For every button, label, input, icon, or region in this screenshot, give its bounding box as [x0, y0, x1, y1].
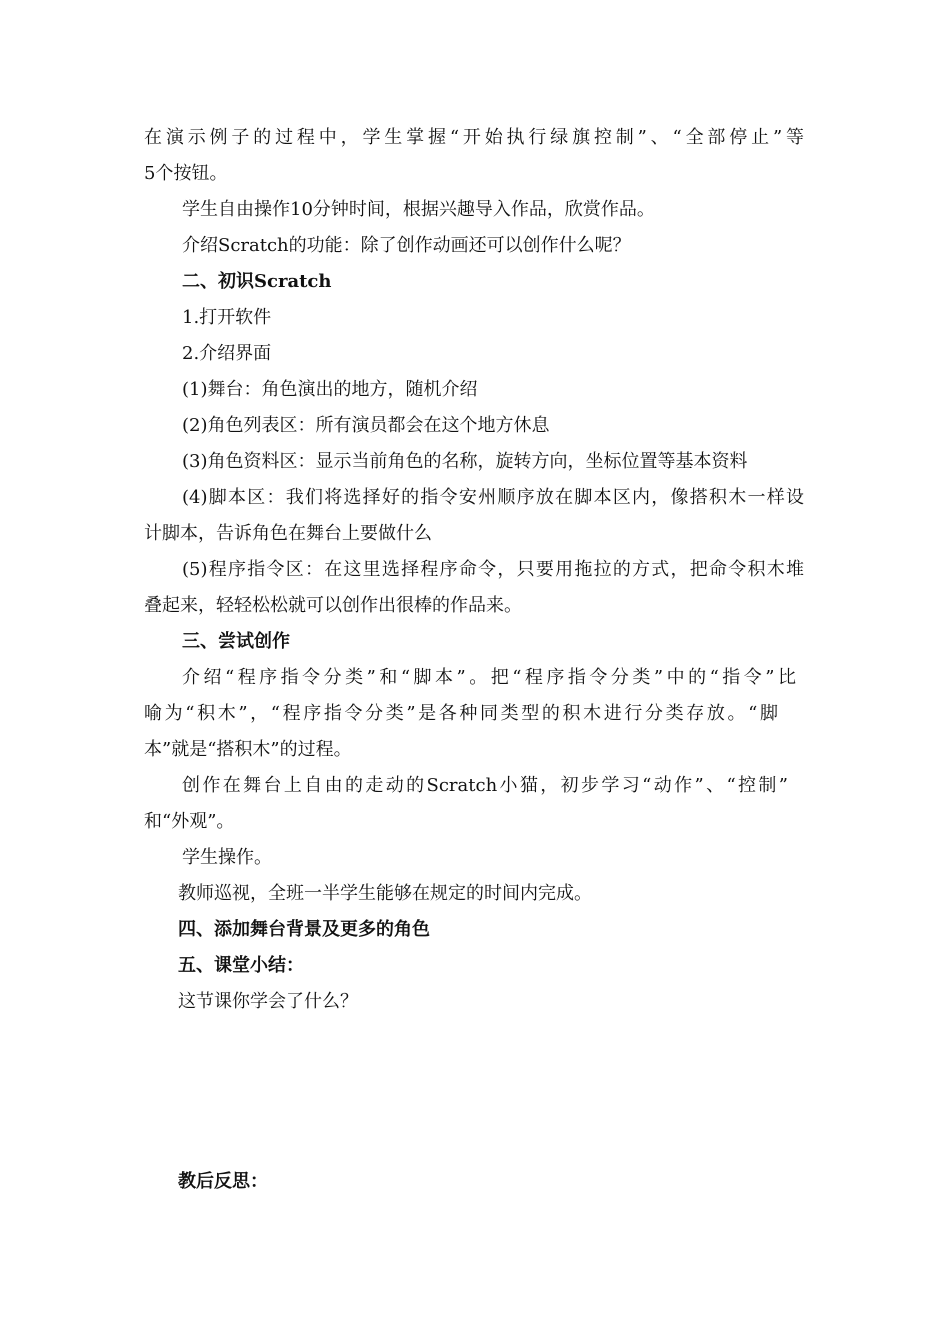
heading-section-5: 五、课堂小结： — [178, 955, 304, 976]
heading-section-3: 三、尝试创作 — [182, 631, 290, 652]
heading-section-2: 二、初识Scratch — [182, 271, 332, 292]
paragraph-blocks-line2: 喻为“积木”，“程序指令分类”是各种同类型的积木进行分类存放。“脚 — [144, 703, 778, 724]
step-open-software: 1.打开软件 — [182, 307, 272, 328]
paragraph-free-operation: 学生自由操作10分钟时间，根据兴趣导入作品，欣赏作品。 — [182, 199, 655, 220]
paragraph-demo-line2: 5个按钮。 — [144, 163, 228, 184]
paragraph-blocks-line1: 介绍“程序指令分类”和“脚本”。把“程序指令分类”中的“指令”比 — [182, 667, 796, 688]
heading-reflection: 教后反思： — [178, 1171, 268, 1192]
paragraph-teacher-patrol: 教师巡视，全班一半学生能够在规定的时间内完成。 — [178, 883, 592, 904]
item-script-area-line2: 计脚本，告诉角色在舞台上要做什么 — [144, 523, 432, 544]
paragraph-scratch-functions: 介绍Scratch的功能：除了创作动画还可以创作什么呢？ — [182, 235, 631, 256]
paragraph-blocks-line3: 本”就是“搭积木”的过程。 — [144, 739, 352, 760]
paragraph-cat-line2: 和“外观”。 — [144, 811, 235, 832]
paragraph-cat-line1: 创作在舞台上自由的走动的Scratch小猫，初步学习“动作”、“控制” — [182, 775, 788, 796]
item-stage: (1)舞台：角色演出的地方，随机介绍 — [182, 379, 478, 400]
item-sprite-info: (3)角色资料区：显示当前角色的名称，旋转方向，坐标位置等基本资料 — [182, 451, 748, 472]
item-script-area-line1: (4)脚本区：我们将选择好的指令安州顺序放在脚本区内，像搭积木一样设 — [182, 487, 804, 508]
paragraph-demo-line1: 在演示例子的过程中，学生掌握“开始执行绿旗控制”、“全部停止”等 — [144, 127, 804, 148]
item-command-area-line2: 叠起来，轻轻松松就可以创作出很棒的作品来。 — [144, 595, 522, 616]
step-introduce-interface: 2.介绍界面 — [182, 343, 272, 364]
heading-section-4: 四、添加舞台背景及更多的角色 — [178, 919, 430, 940]
item-command-area-line1: (5)程序指令区：在这里选择程序命令，只要用拖拉的方式，把命令积木堆 — [182, 559, 804, 580]
paragraph-summary-question: 这节课你学会了什么？ — [178, 991, 358, 1012]
item-sprite-list: (2)角色列表区：所有演员都会在这个地方休息 — [182, 415, 550, 436]
paragraph-student-operation: 学生操作。 — [182, 847, 272, 868]
